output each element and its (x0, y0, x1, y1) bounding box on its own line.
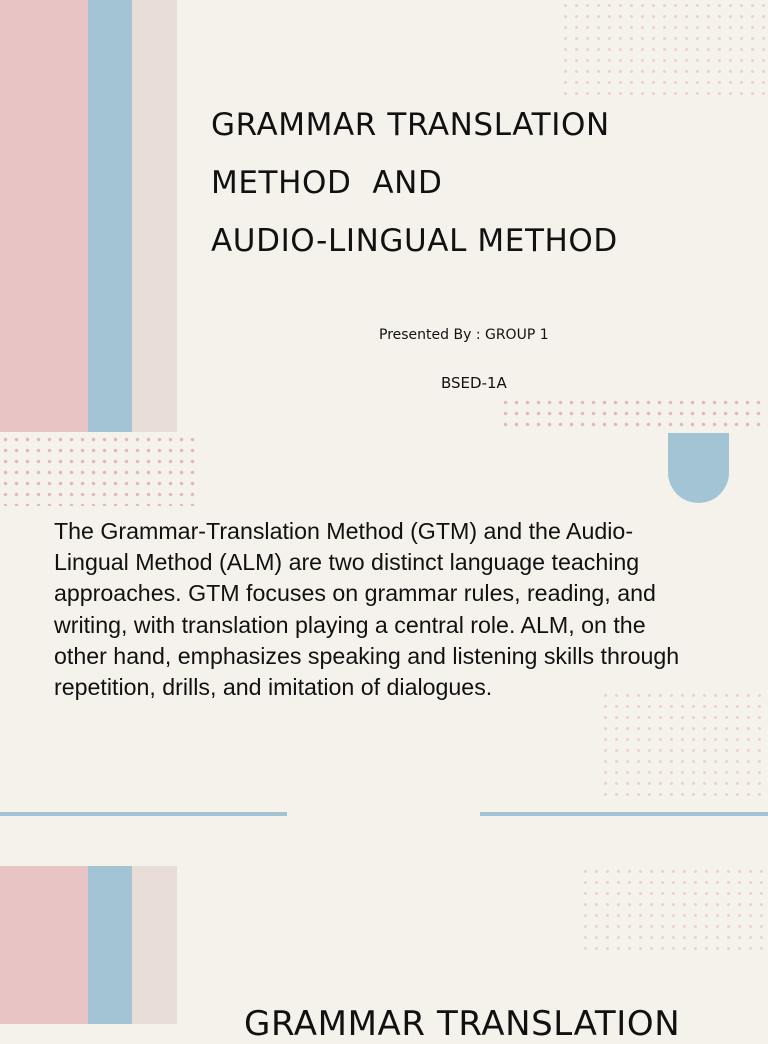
top-right-dot-pattern (560, 0, 768, 98)
presented-by-text: Presented By : GROUP 1 (379, 327, 549, 343)
title-line-1: GRAMMAR TRANSLATION (211, 107, 610, 143)
blue-tab-shape (668, 433, 729, 503)
slide3-title-partial: GRAMMAR TRANSLATION (244, 1004, 681, 1044)
right-dot-pattern-2 (600, 690, 768, 800)
left-blue-stripe-3 (88, 866, 132, 1024)
body-paragraph: The Grammar-Translation Method (GTM) and the Audio-Lingual Method (ALM) are two distinct language teaching approaches. GTM focuses on grammar rules, reading, and writing, with translation playing a central role. ALM, on the other hand, emphasizes speaking and listening skills through repetition, drills, and imitation of dialogues. (54, 518, 680, 701)
section-text: BSED-1A (441, 374, 507, 392)
left-dot-pattern (0, 434, 200, 506)
title-line-2: METHOD AND (211, 165, 443, 201)
left-beige-stripe (132, 0, 177, 432)
title-line-3: AUDIO-LINGUAL METHOD (211, 223, 618, 259)
top-right-dot-pattern-3 (580, 866, 768, 956)
left-pink-stripe-3 (0, 866, 88, 1024)
mid-right-dot-pattern (500, 397, 768, 433)
left-blue-stripe (88, 0, 132, 432)
left-beige-stripe-3 (132, 866, 177, 1024)
slide-title (211, 96, 731, 270)
divider-line-right (480, 812, 768, 816)
divider-line-left (0, 812, 287, 816)
left-pink-stripe (0, 0, 88, 432)
